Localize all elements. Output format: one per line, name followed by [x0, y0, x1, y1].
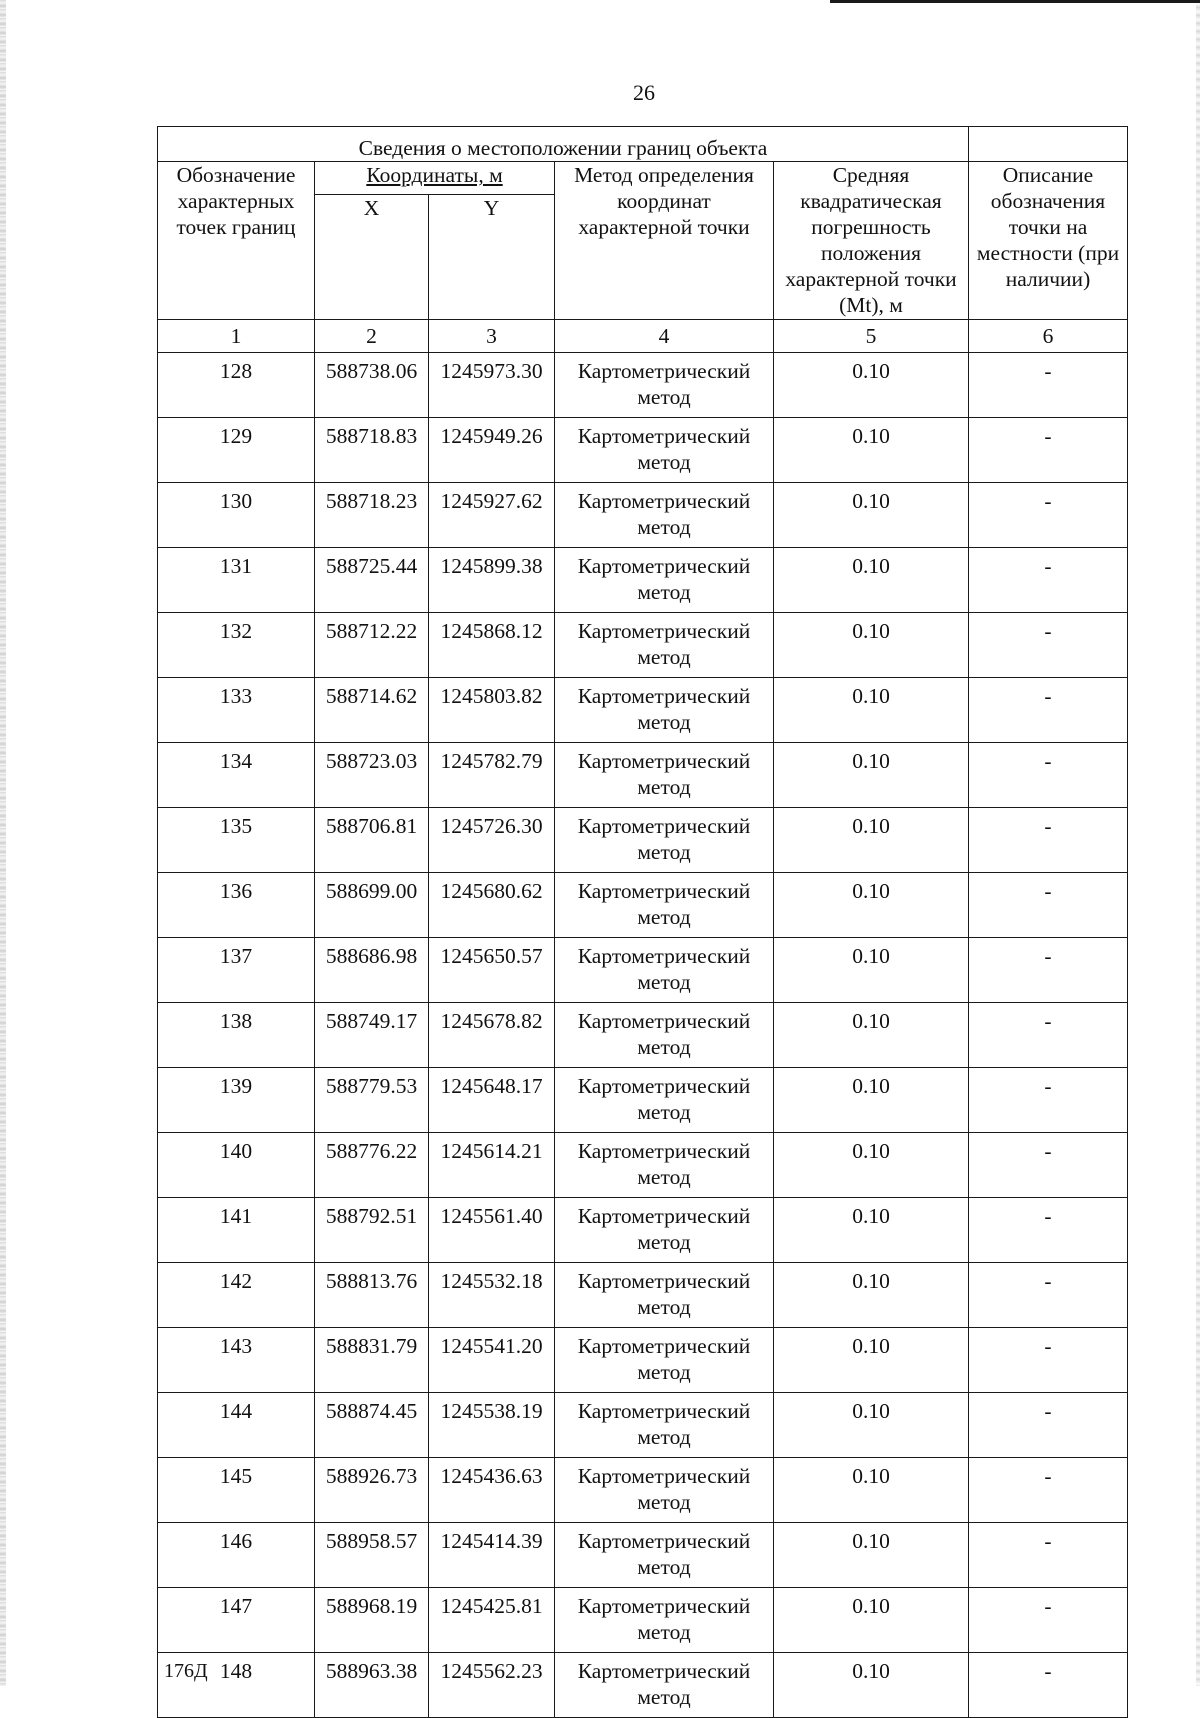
- cell-x: 588968.19: [315, 1588, 429, 1653]
- cell-point: 148: [158, 1653, 315, 1718]
- cell-method: Картометрический метод: [555, 808, 774, 873]
- cell-x: 588749.17: [315, 1003, 429, 1068]
- cell-point: 147: [158, 1588, 315, 1653]
- cell-method: Картометрический метод: [555, 1068, 774, 1133]
- scan-edge-left: [0, 0, 6, 1686]
- table-row: [158, 808, 1128, 873]
- cell-method: Картометрический метод: [555, 613, 774, 678]
- cell-method: Картометрический метод: [555, 1588, 774, 1653]
- cell-x: 588723.03: [315, 743, 429, 808]
- cell-y: 1245532.18: [429, 1263, 555, 1328]
- cell-point: 145: [158, 1458, 315, 1523]
- cell-method: Картометрический метод: [555, 678, 774, 743]
- table-row: [158, 483, 1128, 548]
- cell-point: 133: [158, 678, 315, 743]
- cell-method: Картометрический метод: [555, 353, 774, 418]
- table-row: [158, 938, 1128, 1003]
- cell-description: -: [969, 353, 1128, 418]
- cell-accuracy: 0.10: [774, 613, 969, 678]
- table-row: [158, 353, 1128, 418]
- cell-x: 588792.51: [315, 1198, 429, 1263]
- header-x: X: [315, 195, 429, 320]
- table-row: [158, 678, 1128, 743]
- cell-y: 1245436.63: [429, 1458, 555, 1523]
- cell-point: 137: [158, 938, 315, 1003]
- cell-method: Картометрический метод: [555, 1263, 774, 1328]
- cell-accuracy: 0.10: [774, 1003, 969, 1068]
- footer-mark: 176Д: [164, 1660, 208, 1682]
- cell-y: 1245614.21: [429, 1133, 555, 1198]
- cell-x: 588714.62: [315, 678, 429, 743]
- cell-point: 143: [158, 1328, 315, 1393]
- cell-description: -: [969, 1588, 1128, 1653]
- page-number: 26: [633, 80, 655, 105]
- cell-y: 1245803.82: [429, 678, 555, 743]
- cell-x: 588718.83: [315, 418, 429, 483]
- cell-y: 1245782.79: [429, 743, 555, 808]
- cell-accuracy: 0.10: [774, 938, 969, 1003]
- cell-y: 1245949.26: [429, 418, 555, 483]
- cell-y: 1245927.62: [429, 483, 555, 548]
- boundary-coordinates-table: [157, 126, 1128, 1718]
- cell-accuracy: 0.10: [774, 873, 969, 938]
- cell-accuracy: 0.10: [774, 1068, 969, 1133]
- cell-description: -: [969, 1263, 1128, 1328]
- table-row: [158, 1458, 1128, 1523]
- cell-y: 1245899.38: [429, 548, 555, 613]
- cell-x: 588718.23: [315, 483, 429, 548]
- cell-point: 142: [158, 1263, 315, 1328]
- header-point-designation: Обозначение характерных точек границ: [158, 162, 315, 320]
- cell-description: -: [969, 1393, 1128, 1458]
- cell-method: Картометрический метод: [555, 743, 774, 808]
- cell-method: Картометрический метод: [555, 1003, 774, 1068]
- cell-x: 588712.22: [315, 613, 429, 678]
- cell-point: 141: [158, 1198, 315, 1263]
- cell-point: 130: [158, 483, 315, 548]
- cell-accuracy: 0.10: [774, 743, 969, 808]
- cell-accuracy: 0.10: [774, 808, 969, 873]
- cell-x: 588776.22: [315, 1133, 429, 1198]
- cell-y: 1245425.81: [429, 1588, 555, 1653]
- cell-description: -: [969, 678, 1128, 743]
- cell-y: 1245868.12: [429, 613, 555, 678]
- top-rule: [830, 0, 1200, 3]
- cell-y: 1245414.39: [429, 1523, 555, 1588]
- column-number: 3: [429, 320, 555, 353]
- cell-description: -: [969, 1068, 1128, 1133]
- cell-accuracy: 0.10: [774, 418, 969, 483]
- cell-description: -: [969, 1328, 1128, 1393]
- cell-x: 588725.44: [315, 548, 429, 613]
- cell-accuracy: 0.10: [774, 483, 969, 548]
- table-row: [158, 418, 1128, 483]
- cell-x: 588779.53: [315, 1068, 429, 1133]
- cell-description: -: [969, 1133, 1128, 1198]
- column-number-row: [158, 320, 1128, 353]
- cell-accuracy: 0.10: [774, 1198, 969, 1263]
- cell-point: 140: [158, 1133, 315, 1198]
- table-row: [158, 1653, 1128, 1718]
- cell-description: -: [969, 613, 1128, 678]
- cell-x: 588686.98: [315, 938, 429, 1003]
- table-row: [158, 1068, 1128, 1133]
- cell-y: 1245648.17: [429, 1068, 555, 1133]
- cell-method: Картометрический метод: [555, 1523, 774, 1588]
- cell-accuracy: 0.10: [774, 1653, 969, 1718]
- table-row: [158, 1588, 1128, 1653]
- cell-point: 136: [158, 873, 315, 938]
- cell-description: -: [969, 418, 1128, 483]
- table-row: [158, 1328, 1128, 1393]
- cell-x: 588738.06: [315, 353, 429, 418]
- cell-point: 131: [158, 548, 315, 613]
- header-coordinates-label: Координаты, м: [366, 163, 503, 187]
- scan-edge-right: [1196, 0, 1200, 1686]
- cell-x: 588831.79: [315, 1328, 429, 1393]
- cell-method: Картометрический метод: [555, 418, 774, 483]
- cell-y: 1245561.40: [429, 1198, 555, 1263]
- cell-method: Картометрический метод: [555, 548, 774, 613]
- cell-y: 1245726.30: [429, 808, 555, 873]
- cell-point: 132: [158, 613, 315, 678]
- header-coordinates: [315, 162, 555, 195]
- cell-method: Картометрический метод: [555, 1328, 774, 1393]
- cell-point: 135: [158, 808, 315, 873]
- cell-accuracy: 0.10: [774, 678, 969, 743]
- cell-accuracy: 0.10: [774, 548, 969, 613]
- cell-point: 144: [158, 1393, 315, 1458]
- cell-description: -: [969, 1458, 1128, 1523]
- caption-blank-cell: [969, 127, 1128, 162]
- cell-accuracy: 0.10: [774, 1133, 969, 1198]
- table-row: [158, 1393, 1128, 1458]
- cell-accuracy: 0.10: [774, 1393, 969, 1458]
- cell-x: 588963.38: [315, 1653, 429, 1718]
- table-caption: Сведения о местоположении границ объекта: [158, 127, 969, 162]
- table-row: [158, 743, 1128, 808]
- cell-point: 134: [158, 743, 315, 808]
- cell-y: 1245973.30: [429, 353, 555, 418]
- cell-point: 129: [158, 418, 315, 483]
- cell-accuracy: 0.10: [774, 1328, 969, 1393]
- cell-y: 1245680.62: [429, 873, 555, 938]
- cell-x: 588813.76: [315, 1263, 429, 1328]
- cell-accuracy: 0.10: [774, 1523, 969, 1588]
- table-row: [158, 548, 1128, 613]
- cell-point: 146: [158, 1523, 315, 1588]
- cell-description: -: [969, 548, 1128, 613]
- cell-description: -: [969, 1003, 1128, 1068]
- cell-description: -: [969, 873, 1128, 938]
- cell-description: -: [969, 938, 1128, 1003]
- cell-method: Картометрический метод: [555, 483, 774, 548]
- header-method: Метод определения координат характерной точки: [555, 162, 774, 320]
- cell-method: Картометрический метод: [555, 1133, 774, 1198]
- cell-description: -: [969, 808, 1128, 873]
- cell-method: Картометрический метод: [555, 1393, 774, 1458]
- table-row: [158, 1523, 1128, 1588]
- column-number: 4: [555, 320, 774, 353]
- cell-method: Картометрический метод: [555, 1198, 774, 1263]
- cell-x: 588926.73: [315, 1458, 429, 1523]
- column-number: 2: [315, 320, 429, 353]
- cell-y: 1245541.20: [429, 1328, 555, 1393]
- cell-point: 139: [158, 1068, 315, 1133]
- table-row: [158, 1198, 1128, 1263]
- cell-method: Картометрический метод: [555, 938, 774, 1003]
- cell-description: -: [969, 743, 1128, 808]
- cell-description: -: [969, 1653, 1128, 1718]
- cell-accuracy: 0.10: [774, 1263, 969, 1328]
- cell-x: 588874.45: [315, 1393, 429, 1458]
- header-y: Y: [429, 195, 555, 320]
- cell-accuracy: 0.10: [774, 1588, 969, 1653]
- cell-point: 128: [158, 353, 315, 418]
- cell-y: 1245650.57: [429, 938, 555, 1003]
- cell-y: 1245678.82: [429, 1003, 555, 1068]
- cell-x: 588958.57: [315, 1523, 429, 1588]
- cell-method: Картометрический метод: [555, 873, 774, 938]
- cell-x: 588699.00: [315, 873, 429, 938]
- cell-accuracy: 0.10: [774, 1458, 969, 1523]
- table-row: [158, 613, 1128, 678]
- cell-point: 138: [158, 1003, 315, 1068]
- cell-description: -: [969, 483, 1128, 548]
- table-row: [158, 873, 1128, 938]
- column-number: 1: [158, 320, 315, 353]
- cell-method: Картометрический метод: [555, 1458, 774, 1523]
- header-accuracy: Средняя квадратическая погрешность положения характерной точки (Mt), м: [774, 162, 969, 320]
- cell-y: 1245538.19: [429, 1393, 555, 1458]
- cell-description: -: [969, 1198, 1128, 1263]
- cell-method: Картометрический метод: [555, 1653, 774, 1718]
- cell-x: 588706.81: [315, 808, 429, 873]
- table-row: [158, 1003, 1128, 1068]
- header-description: Описание обозначения точки на местности (при наличии): [969, 162, 1128, 320]
- table-row: [158, 1133, 1128, 1198]
- column-number: 6: [969, 320, 1128, 353]
- cell-description: -: [969, 1523, 1128, 1588]
- column-number: 5: [774, 320, 969, 353]
- cell-accuracy: 0.10: [774, 353, 969, 418]
- cell-y: 1245562.23: [429, 1653, 555, 1718]
- table-row: [158, 1263, 1128, 1328]
